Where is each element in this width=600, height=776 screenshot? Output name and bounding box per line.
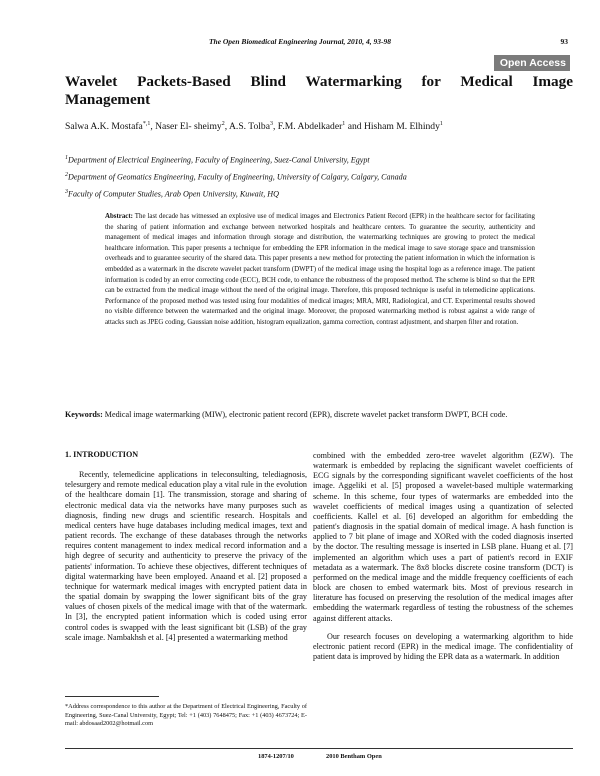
paper-title: Wavelet Packets-Based Blind Watermarking for Medical Image Management	[65, 73, 573, 108]
footnote-divider	[65, 696, 159, 697]
affiliation-1: $^1$Department of Electrical Engineering, Faculty of Engineering, Suez-Canal University, Egypt	[65, 155, 370, 165]
footer-divider	[65, 748, 573, 749]
author-name: and Hisham M. Elhindy	[345, 121, 440, 133]
author-affiliation-mark: 1	[342, 121, 346, 127]
issn-code: 1874-1207/10	[258, 753, 294, 760]
author-affiliation-mark: 1	[439, 121, 443, 127]
keywords	[65, 409, 573, 420]
keywords-text: Medical image watermarking (MIW), electronic patient record (EPR), discrete wavelet packet transform DWPT, BCH code.	[104, 410, 508, 419]
page-number: 93	[560, 37, 568, 46]
left-column	[65, 450, 307, 643]
author-affiliation-mark: 2	[221, 121, 225, 127]
author-name: , Naser El- sheimy	[150, 121, 222, 133]
author-name: , A.S. Tolba	[224, 121, 270, 133]
abstract	[105, 212, 535, 329]
author-name: , F.M. Abdelkader	[272, 121, 343, 133]
right-column	[313, 451, 573, 662]
running-head	[0, 37, 600, 46]
affiliation-2: $^2$Department of Geomatics Engineering, Faculty of Engineering, University of Calgary, Calgary, Canada	[65, 172, 407, 182]
affiliation-3: $^3$Faculty of Computer Studies, Arab Open University, Kuwait, HQ	[65, 189, 279, 199]
publisher-copyright: 2010 Bentham Open	[326, 753, 382, 760]
body-paragraph: Our research focuses on developing a watermarking algorithm to hide electronic patient record (EPR) in the medical image. The confidentiality of patient data is improved by hiding the EPR data as a watermark. In addition	[313, 631, 573, 661]
abstract-text: The last decade has witnessed an explosive use of medical images and Electronics Patient Record (EPR) in the healthcare sector for facilitating the sharing of patient information and exchange between networked hospitals and healthcare centers. To guarantee the security, authenticity and management of medical images and information through storage and distribution, the watermarking techniques are growing to protect the medical healthcare information. This paper presents a technique for embedding the EPR information in the medical image to save storage space and transmission overheads and to guarantee security of the shared data. This paper presents a new method for protecting the patient information in which the information is embedded as a watermark in the discrete wavelet packet transform (DWPT) of the medical image using the hospital logo as a reference image. The patient information is coded by an error correcting code (ECC), BCH code, to enhance the robustness of the proposed method. The scheme is blind so that the EPR can be extracted from the medical image without the need of the original image. Therefore, this proposed technique is useful in telemedicine applications. Performance of the proposed method was tested using four modalities of medical images; MRA, MRI, Radiological, and CT. Experimental results showed no visible difference between the watermarked and the original image. Moreover, the proposed watermarking method is robust against a wide range of attacks such as JPEG coding, Gaussian noise addition, histogram equalization, gamma correction, contrast adjustment, and sharpen filter and rotation.	[105, 213, 535, 326]
author-list	[65, 121, 575, 132]
keywords-label: Keywords:	[65, 410, 103, 419]
author-affiliation-mark: *,1	[142, 121, 151, 127]
open-access-badge: Open Access	[494, 55, 570, 71]
body-paragraph: Recently, telemedicine applications in teleconsulting, telediagnosis, telesurgery and remote medical education play a vital rule in the evolution of the healthcare domain [1]. The transmission, storage and sharing of electronic medical data via the networks have many purposes such as diagnosis, finding new drugs and scientific research. Hospitals and medical centers have huge databases including medical images, text and patient records. The exchange of these databases through the networks requires content management to index medical record information and a high degree of security and authenticity to preserve the privacy of the patients' information. To achieve these objectives, different techniques of digital watermarking have been employed. Anaand et al. [2] proposed a technique for watermark medical images with encrypted patient data in the spatial domain by swapping the lower significant bits of the gray values of chosen pixels of the medical image with that of the watermark. In [3], the encrypted patient information which is coded using error control codes is swapped with the least significant bit (LSB) of the gray scale image. Nambakhsh et al. [4] presented a watermarking method	[65, 470, 307, 642]
correspondence-footnote: *Address correspondence to this author at the Department of Electrical Engineering, Faculty of Engineering, Suez-Canal University, Egypt; Tel: +1 (403) 7648475; Fax: +1 (403) 4673724; E-mail: abdosaad2002@hotmail.com	[65, 703, 307, 728]
body-paragraph: combined with the embedded zero-tree wavelet algorithm (EZW). The watermark is embedded by replacing the significant wavelet coefficients of ECG signals by the corresponding significant wavelet coefficients of the host image. Aggeliki et al. [5] proposed a wavelet-based multiple watermarking scheme. In this scheme, four types of watermarks are embedded into the wavelet coefficients of medical images using a quantization of selected coefficients. Kallel et al. [6] developed an algorithm for embedding the patient's diagnosis in the spatial domain of medical image. A hash function is applied to 7 bit plane of image and XORed with the coded diagnosis inserted by the doctor. The resulting message is inserted in LSB plane. Huang et al. [7] implemented an algorithm which uses a part of patient's record in EXIF metadata as a watermark. The 8x8 blocks discrete cosine transform (DCT) is performed on the medical image and the middle frequency coefficients of each block are chosen to embed watermark bits. Most of previous research in literature has focused on preserving the resolution of the medical images after embedding the watermark regardless of testing the robustness of the schemes against different attacks.	[313, 451, 573, 623]
section-heading: 1. INTRODUCTION	[65, 450, 139, 459]
author-name: Salwa A.K. Mostafa	[65, 121, 143, 133]
author-affiliation-mark: 3	[269, 121, 273, 127]
abstract-label: Abstract:	[105, 213, 133, 220]
journal-citation: The Open Biomedical Engineering Journal, 2010, 4, 93-98	[208, 37, 392, 46]
